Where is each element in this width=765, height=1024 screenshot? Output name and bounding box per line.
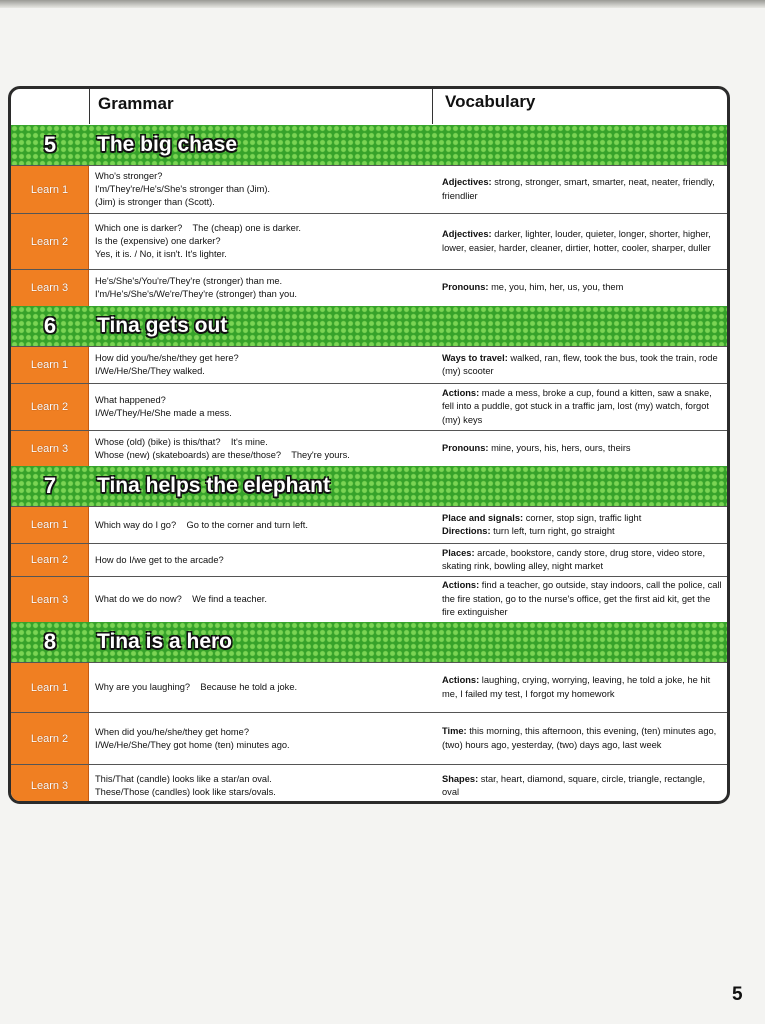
vocabulary-label: Pronouns:	[442, 282, 489, 293]
learn-label: Learn 2	[11, 544, 89, 576]
learn-label: Learn 2	[11, 384, 89, 430]
vocabulary-label: Directions:	[442, 526, 491, 536]
grammar-line: What happened?	[95, 395, 166, 405]
learn-label: Learn 1	[11, 663, 89, 712]
grammar-line: I'm/They're/He's/She's stronger than (Jim).	[95, 184, 271, 194]
grammar-line: Which one is darker? The (cheap) one is darker.	[95, 223, 302, 233]
vocabulary-words: this morning, this afternoon, this evening, (ten) minutes ago, (two) hours ago, yesterday, (two) days ago, last week	[442, 726, 719, 750]
vocabulary-label: Shapes:	[442, 773, 479, 784]
lesson-row	[11, 346, 727, 383]
vocabulary-cell	[442, 214, 722, 269]
grammar-line: These/Those (candles) look like stars/ovals.	[95, 787, 276, 797]
lesson-row	[11, 269, 727, 306]
vocabulary-cell	[442, 544, 722, 576]
vocabulary-cell	[442, 347, 722, 383]
grammar-line: Whose (new) (skateboards) are these/those? They're yours.	[95, 449, 350, 460]
column-divider	[89, 89, 90, 124]
lesson-row	[11, 165, 727, 213]
vocabulary-words: mine, yours, his, hers, ours, theirs	[488, 442, 631, 453]
table-header	[11, 89, 727, 124]
vocabulary-entry	[442, 352, 722, 379]
vocabulary-entry	[442, 281, 722, 295]
vocabulary-label: Actions:	[442, 387, 480, 398]
vocabulary-label: Adjectives:	[442, 177, 492, 187]
vocabulary-entry	[442, 512, 722, 526]
vocabulary-entry	[442, 674, 722, 701]
learn-label: Learn 1	[11, 507, 89, 543]
learn-label: Learn 2	[11, 214, 89, 269]
vocabulary-entry	[442, 525, 722, 539]
learn-label: Learn 2	[11, 713, 89, 764]
vocabulary-entry	[442, 442, 722, 456]
vocabulary-label: Actions:	[442, 675, 480, 685]
vocabulary-label: Actions:	[442, 580, 480, 591]
learn-label: Learn 3	[11, 577, 89, 622]
grammar-line: He's/She's/You're/They're (stronger) than me.	[95, 276, 283, 286]
unit-number: 7	[43, 473, 57, 498]
unit-band	[11, 125, 727, 165]
lesson-row	[11, 764, 727, 804]
vocabulary-cell	[442, 270, 722, 306]
vocabulary-label: Pronouns:	[442, 442, 489, 453]
unit-title: The big chase	[97, 133, 238, 156]
grammar-cell	[95, 544, 429, 576]
vocabulary-cell	[442, 713, 722, 764]
page-number: 5	[732, 984, 743, 1005]
vocabulary-words: arcade, bookstore, candy store, drug store, video store, skating rink, bowling alley, night market	[442, 547, 708, 571]
unit-title: Tina gets out	[97, 314, 228, 337]
vocabulary-words: star, heart, diamond, square, circle, triangle, rectangle, oval	[442, 773, 708, 797]
vocabulary-words: me, you, him, her, us, you, them	[488, 282, 624, 293]
grammar-cell	[95, 765, 429, 804]
grammar-cell	[95, 214, 429, 269]
learn-label: Learn 3	[11, 431, 89, 466]
unit-band	[11, 306, 727, 346]
grammar-line: I/We/He/She/They walked.	[95, 366, 205, 376]
grammar-header: Grammar	[98, 94, 174, 113]
vocabulary-label: Adjectives:	[442, 229, 492, 239]
vocabulary-entry	[442, 725, 722, 752]
column-divider	[432, 89, 433, 124]
unit-band	[11, 466, 727, 506]
lesson-row	[11, 543, 727, 576]
unit-title: Tina is a hero	[97, 630, 232, 653]
grammar-line: Who's stronger?	[95, 171, 163, 181]
vocabulary-entry	[442, 228, 722, 255]
vocabulary-words: made a mess, broke a cup, found a kitten, saw a snake, fell into a puddle, got stuck in a traffic jam, lost (my) watch, forgot (my) keys	[442, 387, 715, 425]
vocabulary-label: Time:	[442, 726, 467, 736]
vocabulary-words: laughing, crying, worrying, leaving, he told a joke, he hit me, I failed my test, I forgot my homework	[442, 675, 713, 699]
lesson-row	[11, 662, 727, 712]
grammar-line: (Jim) is stronger than (Scott).	[95, 197, 215, 207]
vocabulary-words: strong, stronger, smart, smarter, neat, neater, friendly, friendlier	[442, 177, 718, 201]
grammar-cell	[95, 270, 429, 306]
grammar-cell	[95, 431, 429, 466]
vocabulary-cell	[442, 663, 722, 712]
learn-label: Learn 1	[11, 347, 89, 383]
vocabulary-header: Vocabulary	[445, 92, 536, 111]
grammar-line: I'm/He's/She's/We're/They're (stronger) than you.	[95, 289, 297, 299]
learn-label: Learn 3	[11, 270, 89, 306]
learn-label: Learn 3	[11, 765, 89, 804]
unit-number: 6	[43, 313, 57, 338]
vocabulary-cell	[442, 765, 722, 804]
vocabulary-words: corner, stop sign, traffic light	[523, 512, 642, 523]
grammar-line: Yes, it is. / No, it isn't. It's lighter.	[95, 249, 227, 259]
grammar-cell	[95, 507, 429, 543]
grammar-line: I/We/He/She/They got home (ten) minutes ago.	[95, 739, 290, 750]
vocabulary-words: find a teacher, go outside, stay indoors, call the police, call the fire station, go to the nurse's office, get the first aid kit, get the fire extinguisher	[442, 580, 725, 618]
grammar-line: When did you/he/she/they get home?	[95, 726, 250, 737]
lesson-row	[11, 712, 727, 764]
unit-number: 5	[43, 132, 57, 157]
grammar-line: Why are you laughing? Because he told a joke.	[95, 682, 298, 692]
grammar-cell	[95, 713, 429, 764]
vocabulary-label: Ways to travel:	[442, 352, 508, 363]
vocabulary-words: walked, ran, flew, took the bus, took the train, rode (my) scooter	[442, 352, 721, 376]
grammar-line: What do we do now? We find a teacher.	[95, 594, 267, 604]
grammar-cell	[95, 384, 429, 430]
grammar-line: Which way do I go? Go to the corner and turn left.	[95, 519, 308, 530]
unit-band	[11, 622, 727, 662]
lesson-row	[11, 506, 727, 543]
grammar-cell	[95, 577, 429, 622]
vocabulary-entry	[442, 579, 725, 620]
vocabulary-entry	[442, 387, 722, 428]
lesson-row	[11, 213, 727, 269]
lesson-row	[11, 430, 727, 466]
grammar-line: Whose (old) (bike) is this/that? It's mine.	[95, 436, 268, 447]
vocabulary-label: Places:	[442, 547, 475, 558]
vocabulary-words: turn left, turn right, go straight	[490, 526, 615, 536]
grammar-cell	[95, 663, 429, 712]
grammar-line: How did you/he/she/they get here?	[95, 353, 239, 363]
lesson-row	[11, 383, 727, 430]
learn-label: Learn 1	[11, 166, 89, 213]
vocabulary-words: darker, lighter, louder, quieter, longer, shorter, higher, lower, easier, harder, cleaner, dirtier, hotter, cooler, sharper, duller	[442, 229, 714, 253]
vocabulary-cell	[442, 384, 722, 430]
lesson-row	[11, 576, 727, 622]
grammar-line: I/We/They/He/She made a mess.	[95, 408, 232, 418]
page-edge-shadow	[0, 0, 765, 8]
grammar-cell	[95, 166, 429, 213]
unit-number: 8	[43, 629, 57, 654]
grammar-line: How do I/we get to the arcade?	[95, 554, 224, 565]
vocabulary-cell	[442, 507, 722, 543]
vocabulary-cell	[442, 577, 725, 622]
grammar-line: This/That (candle) looks like a star/an oval.	[95, 774, 272, 784]
grammar-cell	[95, 347, 429, 383]
grammar-line: Is the (expensive) one darker?	[95, 236, 221, 246]
unit-title: Tina helps the elephant	[97, 474, 330, 497]
vocabulary-cell	[442, 431, 722, 466]
vocabulary-entry	[442, 176, 722, 203]
vocabulary-cell	[442, 166, 722, 213]
vocabulary-entry	[442, 547, 722, 574]
vocabulary-label: Place and signals:	[442, 512, 524, 523]
vocabulary-entry	[442, 773, 722, 800]
contents-table	[8, 86, 730, 804]
